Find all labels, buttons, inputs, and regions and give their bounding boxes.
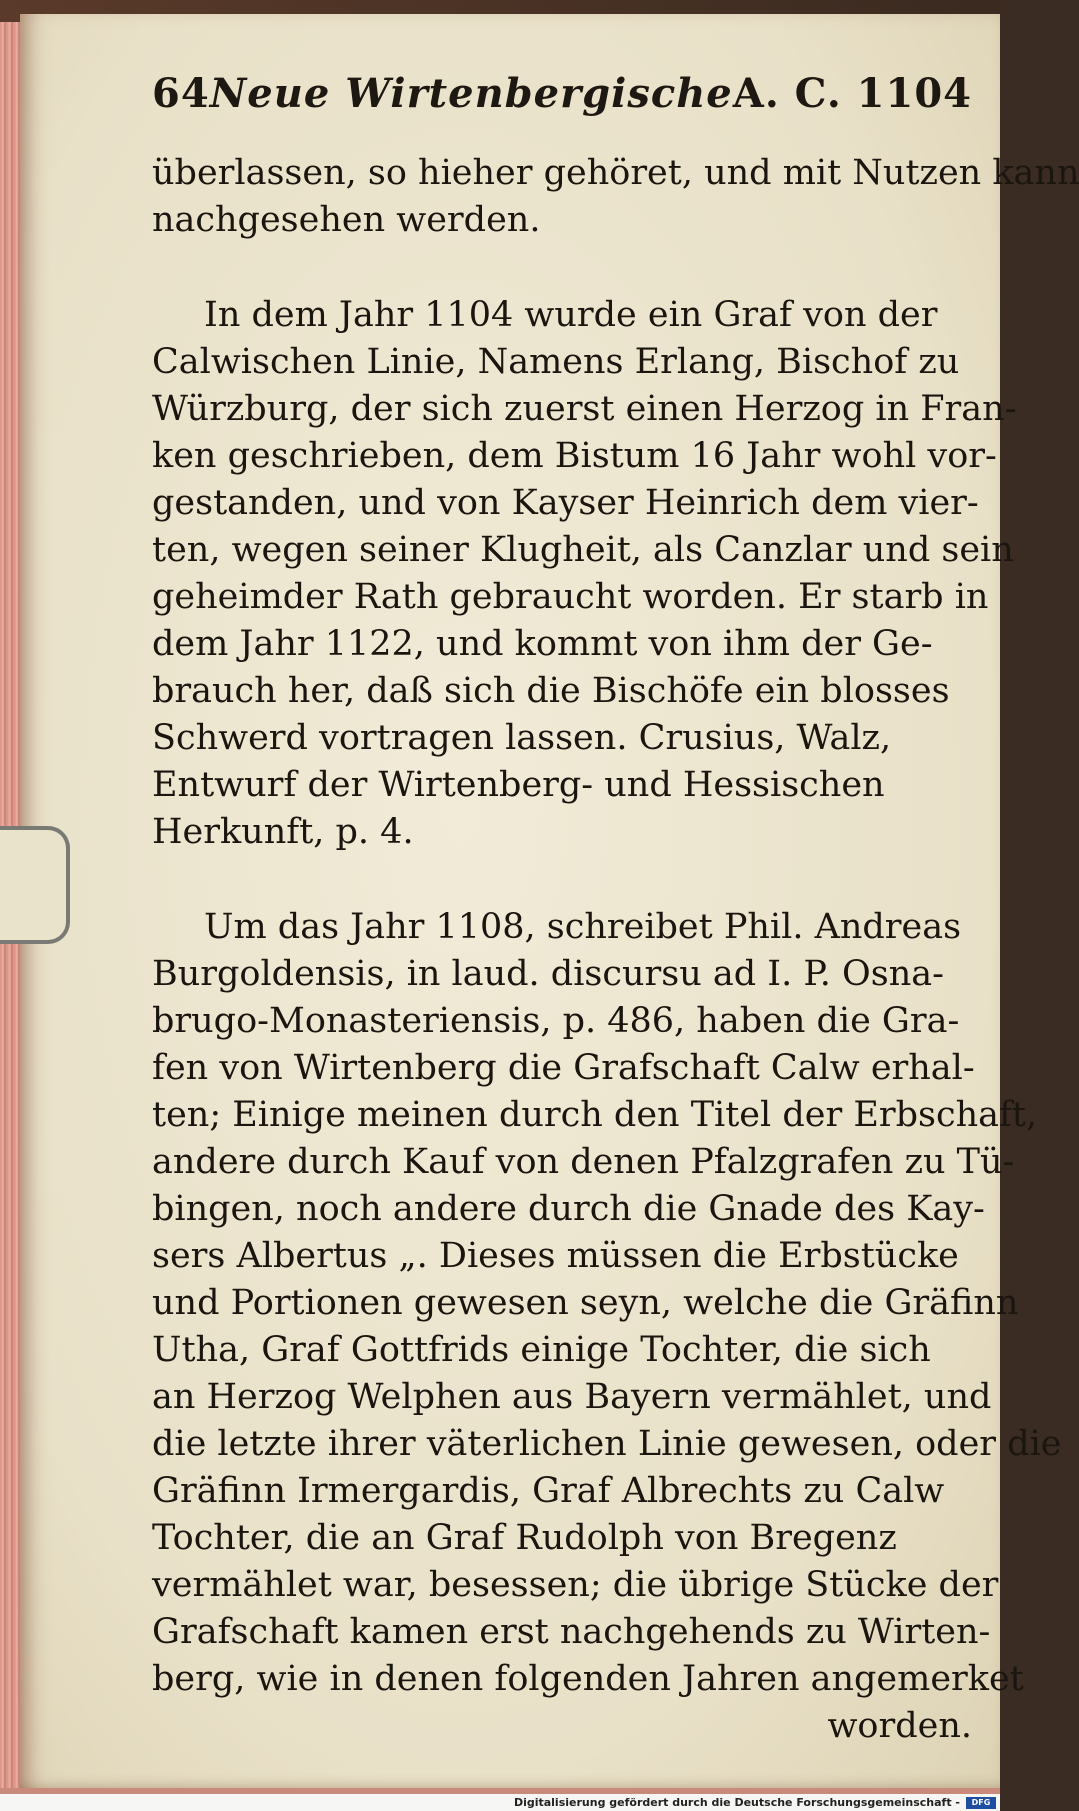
text-line: gestanden, und von Kayser Heinrich dem vier- <box>152 483 979 523</box>
text-line: geheimder Rath gebraucht worden. Er starb in <box>152 577 989 617</box>
text-line: andere durch Kauf von denen Pfalzgrafen zu Tü- <box>152 1142 1015 1182</box>
text-line: bingen, noch andere durch die Gnade des Kay- <box>152 1189 985 1229</box>
text-line: überlassen, so hieher gehöret, und mit Nutzen kann <box>152 153 1079 193</box>
running-title: Neue Wirtenbergische <box>209 69 733 117</box>
text-line: ten, wegen seiner Klugheit, als Canzlar und sein <box>152 530 1014 570</box>
text-line: Würzburg, der sich zuerst einen Herzog in Fran- <box>152 389 1017 429</box>
running-year: A. C. 1104 <box>732 69 972 117</box>
page-number: 64 <box>152 69 210 117</box>
footer-credit: Digitalisierung gefördert durch die Deutsche Forschungsgemeinschaft - <box>513 1796 960 1809</box>
page-tab-marker <box>0 826 70 944</box>
text-line: ten; Einige meinen durch den Titel der Erbschaft, <box>152 1095 1038 1135</box>
text-line: Um das Jahr 1108, schreibet Phil. Andreas <box>204 907 962 947</box>
text-line: dem Jahr 1122, und kommt von ihm der Ge- <box>152 624 933 664</box>
running-head <box>152 62 972 124</box>
text-line: ken geschrieben, dem Bistum 16 Jahr wohl vor- <box>152 436 997 476</box>
text-line: die letzte ihrer väterlichen Linie gewesen, oder die <box>152 1424 1062 1464</box>
body-text <box>152 150 1079 1798</box>
text-line: Utha, Graf Gottfrids einige Tochter, die sich <box>152 1330 931 1370</box>
text-line: Gräfinn Irmergardis, Graf Albrechts zu Calw <box>152 1471 945 1511</box>
text-line: Tochter, die an Graf Rudolph von Bregenz <box>152 1518 897 1558</box>
text-line: Burgoldensis, in laud. discursu ad I. P. Osna- <box>152 954 944 994</box>
paragraph-2 <box>152 292 1017 856</box>
dfg-logo-icon: DFG <box>966 1797 996 1809</box>
text-line: vermählet war, besessen; die übrige Stücke der <box>152 1565 999 1605</box>
text-line: berg, wie in denen folgenden Jahren angemerket <box>152 1659 1024 1699</box>
text-line: brauch her, daß sich die Bischöfe ein blosses <box>152 671 950 711</box>
text-line: Entwurf der Wirtenberg- und Hessischen <box>152 765 885 805</box>
text-line: sers Albertus „. Dieses müssen die Erbstücke <box>152 1236 959 1276</box>
digitization-footer <box>0 1794 1000 1811</box>
text-line: brugo-Monasteriensis, p. 486, haben die Gra- <box>152 1001 960 1041</box>
text-line: In dem Jahr 1104 wurde ein Graf von der <box>204 295 938 335</box>
paragraph-1 <box>152 150 1079 244</box>
text-line: nachgesehen werden. <box>152 200 541 240</box>
text-line: Herkunft, p. 4. <box>152 812 414 852</box>
text-line: Schwerd vortragen lassen. Crusius, Walz, <box>152 718 892 758</box>
text-line: Calwischen Linie, Namens Erlang, Bischof zu <box>152 342 960 382</box>
text-line: fen von Wirtenberg die Grafschaft Calw erhal- <box>152 1048 975 1088</box>
text-line: und Portionen gewesen seyn, welche die Gräfinn <box>152 1283 1019 1323</box>
text-line: an Herzog Welphen aus Bayern vermählet, und <box>152 1377 992 1417</box>
text-line: Grafschaft kamen erst nachgehends zu Wirten- <box>152 1612 991 1652</box>
text-line-final: worden. <box>827 1706 972 1746</box>
paragraph-3 <box>152 904 1062 1750</box>
